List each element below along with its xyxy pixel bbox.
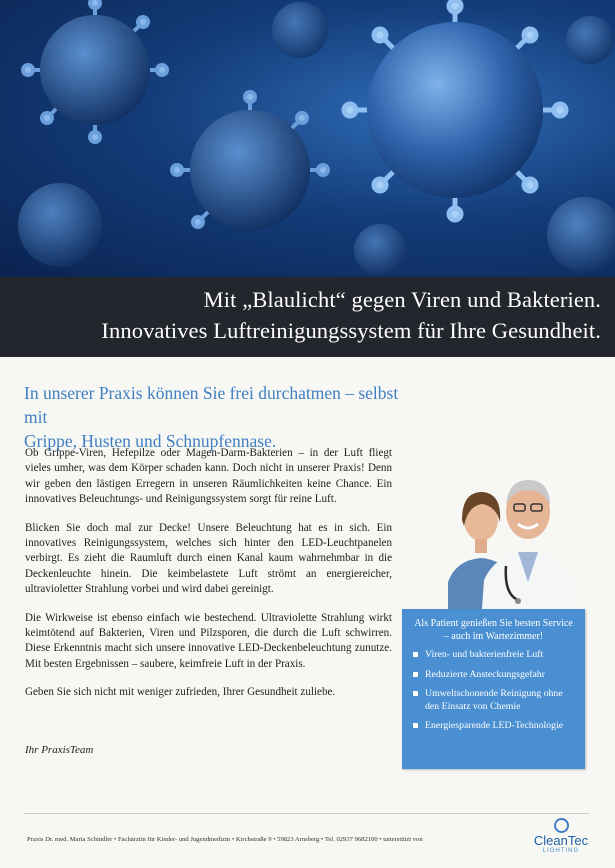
body-text <box>25 446 392 714</box>
title-banner <box>0 277 615 357</box>
virus-particle <box>172 92 328 230</box>
virus-hero-image <box>0 0 615 277</box>
virus-illustration <box>0 0 615 277</box>
benefit-item: Reduzierte Ansteckungsgefahr <box>411 669 576 682</box>
square-bullet-icon <box>413 691 418 696</box>
footer-divider <box>24 813 589 814</box>
square-bullet-icon <box>413 672 418 677</box>
benefit-item: Energiesparende LED-Technologie <box>411 720 576 733</box>
headline-line-1: In unserer Praxis können Sie frei durchatmen – selbst mit <box>24 383 399 427</box>
virus-particle <box>344 0 566 220</box>
banner-title-line-1: Mit „Blaulicht“ gegen Viren und Bakterien. <box>203 287 601 312</box>
paragraph: Geben Sie sich nicht mit weniger zufrieden, Ihrer Gesundheit zuliebe. <box>25 686 336 699</box>
banner-title-line-2: Innovatives Luftreinigungssystem für Ihre Gesundheit. <box>101 318 601 343</box>
benefits-intro: Als Patient genießen Sie besten Service – auch im Wartezimmer! <box>414 618 573 642</box>
paragraph: Blicken Sie doch mal zur Decke! Unsere Beleuchtung hat es in sich. Ein innovatives Reinigungssystem, welches sich hinter den LED-Leuchtpanelen verbirgt. Es zieht die Raumluft durch einen Kanal kaum wahrnehmbar in die Deckenleuchte hinein. Die keimbelastete Luft strömt an energiereicher, ultravioletter Strahlung vorbei und wird dabei gereinigt. <box>25 521 392 596</box>
cleantec-logo <box>526 818 596 862</box>
square-bullet-icon <box>413 723 418 728</box>
headline <box>24 381 404 453</box>
benefits-list <box>411 649 576 733</box>
paragraph: Die Wirkweise ist ebenso einfach wie bestechend. Ultraviolette Strahlung wirkt keimtötend auf Bakterien, Viren und Pilzsporen, die durch die Luft schwirren. Diese Erkenntnis macht sich unsere innovative LED-Deckenbeleuchtung zunutze. Mit besten Ergebnissen – saubere, keimfreie Luft in der Praxis. <box>25 611 392 670</box>
signature: Ihr PraxisTeam <box>25 744 94 756</box>
doctors-photo <box>426 462 586 622</box>
logo-brand: CleanTec <box>533 833 589 848</box>
cleantec-logo-icon <box>554 818 569 833</box>
logo-sub: LIGHTING <box>542 848 580 854</box>
benefit-item: Viren- und bakterienfreie Luft <box>411 649 576 662</box>
paragraph: Ob Grippe-Viren, Hefepilze oder Magen-Darm-Bakterien – in der Luft fliegt vieles umher, was dem Körper schaden kann. Doch nicht in unserer Praxis! Denn wir geben den lästigen Erregern in unseren Räumlichkeiten keine Chance. Ein innovatives Beleuchtungs- und Reinigungssystem sorgt für reine Luft. <box>25 447 392 506</box>
headline-line-2: Grippe, Husten und Schnupfennase. <box>24 431 277 451</box>
footer-address: Praxis Dr. med. Maria Schindler • Fachärztin für Kinder- und Jugendmedizin • Kirchstraße 9 • 59823 Arnsberg • Tel. 02937 9682100 • unterstützt von <box>27 836 423 843</box>
benefits-box <box>402 609 585 769</box>
virus-particle <box>23 0 167 142</box>
benefit-item: Umweltschonende Reinigung ohne den Einsatz von Chemie <box>411 688 576 713</box>
square-bullet-icon <box>413 652 418 657</box>
